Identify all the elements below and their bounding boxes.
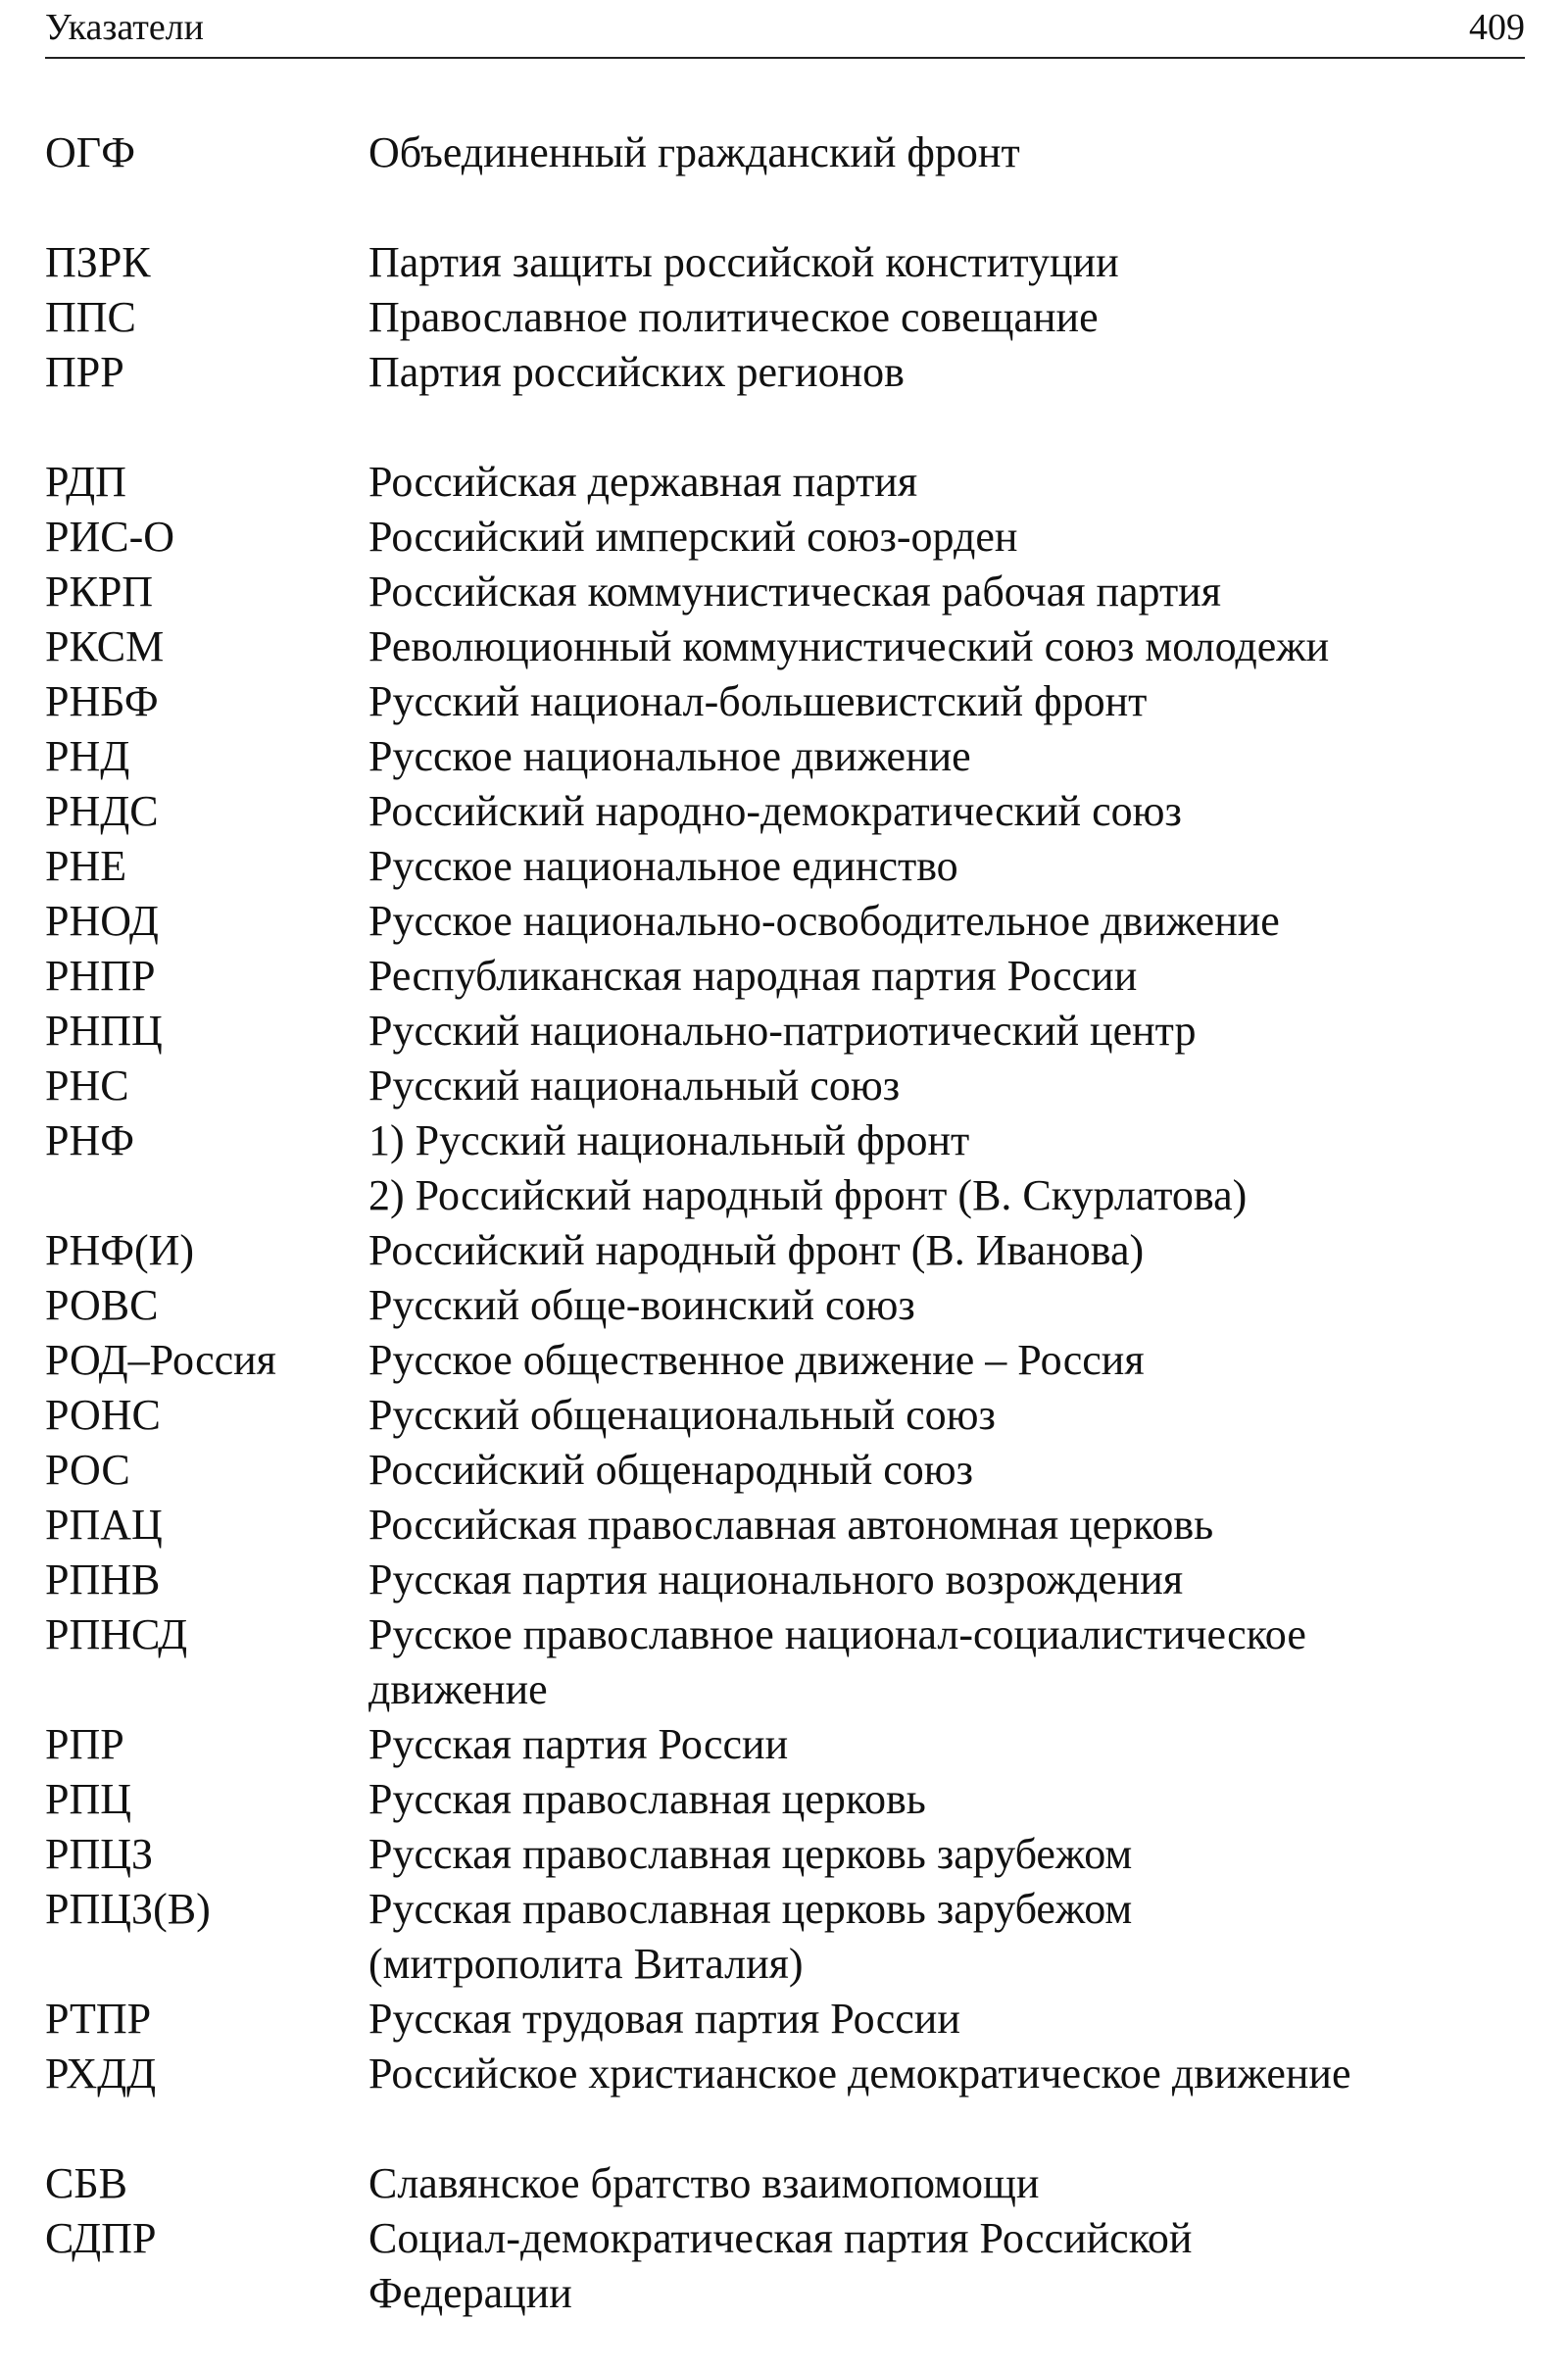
expansion-line: Русская трудовая партия России xyxy=(368,1995,960,2043)
abbreviation: РОВС xyxy=(45,1281,159,1329)
expansion xyxy=(368,1772,1525,1827)
abbreviation: РНД xyxy=(45,732,130,780)
abbreviation-entry xyxy=(45,510,1525,565)
abbreviation-entry xyxy=(45,290,1525,345)
abbreviation: РПНСД xyxy=(45,1610,188,1658)
abbreviation: РНФ(И) xyxy=(45,1226,195,1274)
expansion xyxy=(368,1388,1525,1443)
expansion xyxy=(368,1059,1525,1113)
expansion xyxy=(368,1553,1525,1607)
abbreviation: РНБФ xyxy=(45,677,159,725)
abbreviation-entry xyxy=(45,784,1525,839)
expansion-line: Партия российских регионов xyxy=(368,348,905,396)
section-title: Указатели xyxy=(45,7,204,48)
abbreviation: ПРР xyxy=(45,348,124,396)
abbreviation-entry xyxy=(45,2156,1525,2211)
expansion-line: Российский имперский союз-орден xyxy=(368,513,1018,561)
expansion xyxy=(368,290,1525,345)
abbreviation-entry xyxy=(45,1772,1525,1827)
abbreviation: РИС-О xyxy=(45,513,175,561)
expansion-line: 1) Русский национальный фронт xyxy=(368,1116,970,1164)
expansion-line: Российский народно-демократический союз xyxy=(368,787,1182,835)
abbreviation-entry xyxy=(45,1113,1525,1223)
expansion-line: Партия защиты российской конституции xyxy=(368,238,1119,286)
expansion xyxy=(368,1992,1525,2047)
abbreviation-entry xyxy=(45,1607,1525,1717)
expansion-line: Православное политическое совещание xyxy=(368,293,1099,341)
expansion xyxy=(368,2211,1525,2321)
abbreviation: РТПР xyxy=(45,1995,152,2043)
abbreviation: РОНС xyxy=(45,1391,161,1439)
expansion xyxy=(368,235,1525,290)
abbreviation-entry xyxy=(45,1278,1525,1333)
expansion xyxy=(368,1113,1525,1223)
abbreviation-entry xyxy=(45,949,1525,1004)
expansion-line: Русский национальный союз xyxy=(368,1062,901,1110)
abbreviation: РПЦ xyxy=(45,1775,132,1823)
expansion xyxy=(368,1333,1525,1388)
expansion xyxy=(368,565,1525,619)
abbreviation-entry xyxy=(45,1827,1525,1882)
expansion xyxy=(368,1607,1525,1717)
expansion-line: Российская православная автономная церковь xyxy=(368,1501,1214,1549)
abbreviation: РНФ xyxy=(45,1116,135,1164)
abbreviation-entry xyxy=(45,1388,1525,1443)
abbreviation-entry xyxy=(45,455,1525,510)
expansion xyxy=(368,619,1525,674)
expansion xyxy=(368,345,1525,400)
expansion xyxy=(368,2156,1525,2211)
expansion-line: (митрополита Виталия) xyxy=(368,1940,804,1988)
expansion-line: Русское национально-освободительное движение xyxy=(368,897,1280,945)
abbreviation: РДП xyxy=(45,458,126,506)
abbreviation-entry xyxy=(45,2047,1525,2101)
abbreviation-entry xyxy=(45,565,1525,619)
expansion-line: Российский общенародный союз xyxy=(368,1446,974,1494)
abbreviation-entry xyxy=(45,1498,1525,1553)
abbreviation-entry xyxy=(45,1553,1525,1607)
abbreviation: РОС xyxy=(45,1446,130,1494)
abbreviation: РПЦЗ xyxy=(45,1830,154,1878)
abbreviation: РНПЦ xyxy=(45,1007,163,1055)
abbreviation-entry xyxy=(45,619,1525,674)
expansion xyxy=(368,1004,1525,1059)
abbreviation: РПАЦ xyxy=(45,1501,163,1549)
abbreviation-entry xyxy=(45,1333,1525,1388)
expansion xyxy=(368,2047,1525,2101)
abbreviation-group xyxy=(45,235,1525,400)
expansion-line: Русское общественное движение – Россия xyxy=(368,1336,1145,1384)
abbreviation: РНПР xyxy=(45,952,156,1000)
expansion xyxy=(368,784,1525,839)
abbreviation-list xyxy=(45,125,1525,2321)
abbreviation-entry xyxy=(45,894,1525,949)
expansion xyxy=(368,125,1525,180)
abbreviation: ПЗРК xyxy=(45,238,151,286)
expansion xyxy=(368,1223,1525,1278)
document-page xyxy=(45,0,1525,2317)
expansion-line: Российский народный фронт (В. Иванова) xyxy=(368,1226,1145,1274)
abbreviation-group xyxy=(45,125,1525,180)
abbreviation: СБВ xyxy=(45,2159,127,2207)
expansion xyxy=(368,455,1525,510)
abbreviation-entry xyxy=(45,839,1525,894)
abbreviation-entry xyxy=(45,2211,1525,2321)
page-number: 409 xyxy=(1469,7,1525,48)
expansion-line: Славянское братство взаимопомощи xyxy=(368,2159,1040,2207)
expansion-line: Русская православная церковь xyxy=(368,1775,926,1823)
abbreviation: РКСМ xyxy=(45,622,165,670)
abbreviation-entry xyxy=(45,1992,1525,2047)
abbreviation: РПНВ xyxy=(45,1555,161,1604)
expansion-line: 2) Российский народный фронт (В. Скурлатова) xyxy=(368,1171,1248,1219)
expansion-line: Российская державная партия xyxy=(368,458,918,506)
expansion-line: Русская православная церковь зарубежом xyxy=(368,1885,1133,1933)
expansion xyxy=(368,1827,1525,1882)
abbreviation: РНС xyxy=(45,1062,129,1110)
expansion-line: Российское христианское демократическое движение xyxy=(368,2049,1351,2098)
expansion xyxy=(368,510,1525,565)
expansion xyxy=(368,729,1525,784)
expansion xyxy=(368,1882,1525,1992)
abbreviation: РНОД xyxy=(45,897,159,945)
abbreviation-entry xyxy=(45,674,1525,729)
abbreviation: РНДС xyxy=(45,787,159,835)
expansion xyxy=(368,894,1525,949)
abbreviation-entry xyxy=(45,1443,1525,1498)
abbreviation-entry xyxy=(45,1004,1525,1059)
abbreviation-entry xyxy=(45,345,1525,400)
abbreviation-entry xyxy=(45,235,1525,290)
abbreviation-entry xyxy=(45,729,1525,784)
expansion-line: Революционный коммунистический союз молодежи xyxy=(368,622,1330,670)
expansion-line: Русский национально-патриотический центр xyxy=(368,1007,1197,1055)
expansion-line: движение xyxy=(368,1665,548,1713)
abbreviation: РПЦЗ(В) xyxy=(45,1885,211,1933)
expansion xyxy=(368,1443,1525,1498)
abbreviation: СДПР xyxy=(45,2214,157,2262)
expansion-line: Русская партия национального возрождения xyxy=(368,1555,1184,1604)
running-header xyxy=(45,0,1525,59)
abbreviation-entry xyxy=(45,1717,1525,1772)
abbreviation-entry xyxy=(45,1223,1525,1278)
abbreviation: ОГФ xyxy=(45,128,135,176)
expansion-line: Русское православное национал-социалистическое xyxy=(368,1610,1306,1658)
abbreviation: РХДД xyxy=(45,2049,157,2098)
expansion-line: Русское национальное единство xyxy=(368,842,958,890)
expansion-line: Республиканская народная партия России xyxy=(368,952,1138,1000)
abbreviation-group xyxy=(45,2156,1525,2321)
abbreviation-group xyxy=(45,455,1525,2101)
expansion-line: Российская коммунистическая рабочая партия xyxy=(368,568,1221,616)
abbreviation-entry xyxy=(45,1882,1525,1992)
abbreviation: РНЕ xyxy=(45,842,127,890)
abbreviation: РОД–Россия xyxy=(45,1336,276,1384)
expansion xyxy=(368,674,1525,729)
expansion-line: Русское национальное движение xyxy=(368,732,971,780)
expansion xyxy=(368,1717,1525,1772)
expansion-line: Федерации xyxy=(368,2269,572,2317)
expansion xyxy=(368,1498,1525,1553)
expansion-line: Русская православная церковь зарубежом xyxy=(368,1830,1133,1878)
expansion-line: Русский национал-большевистский фронт xyxy=(368,677,1148,725)
abbreviation-entry xyxy=(45,1059,1525,1113)
expansion-line: Объединенный гражданский фронт xyxy=(368,128,1020,176)
abbreviation: ППС xyxy=(45,293,136,341)
expansion xyxy=(368,839,1525,894)
expansion-line: Социал-демократическая партия Российской xyxy=(368,2214,1193,2262)
expansion-line: Русский общенациональный союз xyxy=(368,1391,996,1439)
expansion xyxy=(368,1278,1525,1333)
abbreviation-entry xyxy=(45,125,1525,180)
expansion-line: Русская партия России xyxy=(368,1720,789,1768)
expansion xyxy=(368,949,1525,1004)
abbreviation: РКРП xyxy=(45,568,154,616)
expansion-line: Русский обще-воинский союз xyxy=(368,1281,915,1329)
abbreviation: РПР xyxy=(45,1720,124,1768)
